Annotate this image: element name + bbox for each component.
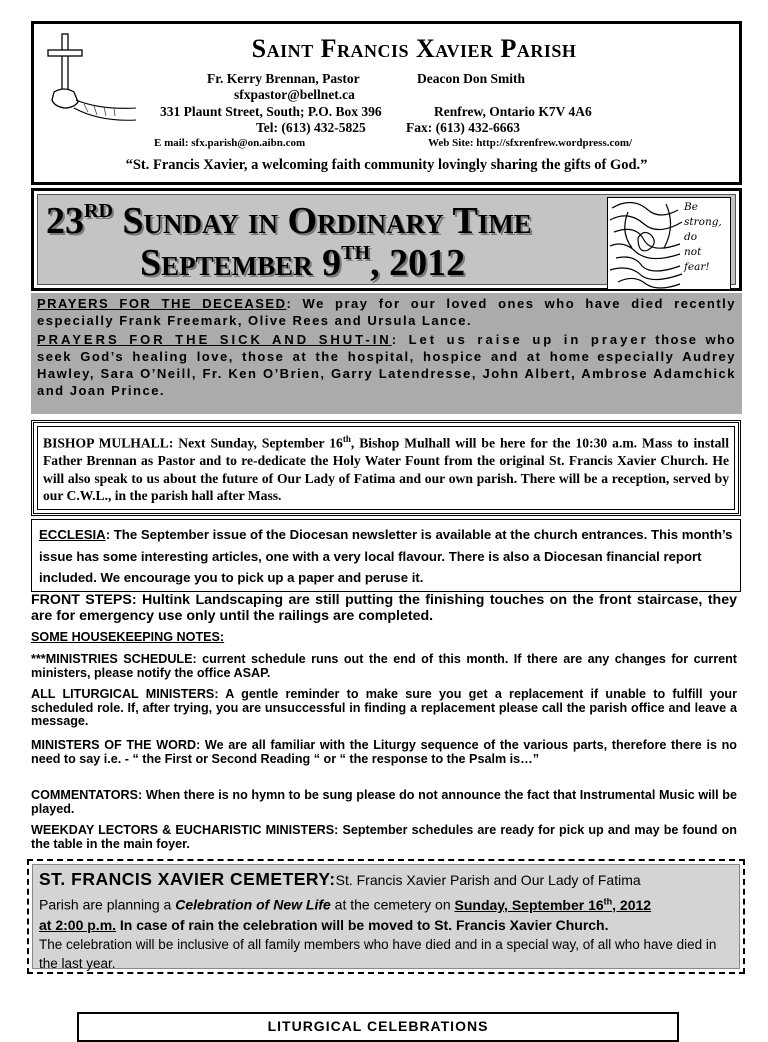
sunday-title: 23RD Sunday in Ordinary Time [46,200,532,242]
housekeeping-heading: SOME HOUSEKEEPING NOTES: [31,630,225,644]
parish-address: 331 Plaunt Street, South; P.O. Box 396 [160,104,382,119]
swirling-figure-drawing-icon [607,197,731,290]
liturgical-ministers-notice: ALL LITURGICAL MINISTERS: A gentle reminder to make sure you get a replacement if unable to fulfill your scheduled role. If, after trying, you are unsuccessful in finding a replacement please call the parish office and leave a message. [31,687,737,728]
cross-and-hand-icon [40,30,140,140]
pastor-email: sfxpastor@bellnet.ca [234,87,355,102]
bishop-notice-text: BISHOP MULHALL: Next Sunday, September 16th, Bishop Mulhall will be here for the 10:30 a.m. Mass to install Father Brennan as Pastor and to re-dedicate the Holy Water Fount from the original St. Francis Xavier Church. He will also speak to us about the future of Our Lady of Fatima and our own parish. There will be a reception, served by our C.W.L., in the parish hall after Mass. [37,426,735,510]
title-banner [31,188,742,291]
prayers-deceased: PRAYERS FOR THE DECEASED: We pray for our loved ones who have died recently especially Frank Freemark, Olive Rees and Ursula Lance. [37,296,737,328]
bishop-notice [31,420,741,516]
prayers-section [31,293,742,414]
bulletin-date: September 9TH, 2012 [140,242,466,284]
parish-city: Renfrew, Ontario K7V 4A6 [434,104,592,119]
art-caption: Be strong, do not fear! [684,201,722,273]
liturgical-celebrations-box [77,1012,679,1042]
parish-phone: Tel: (613) 432-5825 [256,120,366,135]
parish-fax: Fax: (613) 432-6663 [406,120,520,135]
cemetery-notice [27,859,745,974]
deacon-name: Deacon Don Smith [417,71,526,86]
parish-website: Web Site: http://sfxrenfrew.wordpress.com/ [428,137,633,149]
liturgical-celebrations-title: LITURGICAL CELEBRATIONS [267,1018,489,1034]
ministers-of-word-notice: MINISTERS OF THE WORD: We are all familiar with the Liturgy sequence of the various parts, therefore there is no need to say i.e. - “ the First or Second Reading “ or “ the response to the Psalm is…” [31,738,737,766]
prayers-sick: PRAYERS FOR THE SICK AND SHUT-IN: Let us raise up in prayer those who seek God’s healing love, those at the hospital, hospice and at home especially Audrey Hawley, Sara O’Neill, Fr. Ken O’Brien, Garry Latendresse, John Albert, Ambrose Adamchick and Joan Prince. [37,332,737,398]
commentators-notice: COMMENTATORS: When there is no hymn to be sung please do not announce the fact that Instrumental Music will be played. [31,788,737,816]
parish-name: Saint Francis Xavier Parish [251,34,577,63]
parish-motto: “St. Francis Xavier, a welcoming faith community lovingly sharing the gifts of God.” [125,157,648,173]
pastor-name: Fr. Kerry Brennan, Pastor [207,71,360,86]
ministries-schedule-notice: ***MINISTRIES SCHEDULE: current schedule runs out the end of this month. If there are any changes for current ministers, please notify the office ASAP. [31,652,737,680]
parish-email: E mail: sfx.parish@on.aibn.com [154,137,306,149]
parish-header [31,21,742,185]
cemetery-notice-text: ST. FRANCIS XAVIER CEMETERY:St. Francis Xavier Parish and Our Lady of Fatima Parish are planning a Celebration of New Life at the cemetery on Sunday, September 16th, 2012 at 2:00 p.m. In case of rain the celebration will be moved to St. Francis Xavier Church. The celebration will be inclusive of all family members who have died and in a special way, of all who have died in the last year. [32,864,740,969]
ecclesia-notice: ECCLESIA: The September issue of the Diocesan newsletter is available at the church entrances. This month’s issue has some interesting articles, one with a very local flavour. There is also a Diocesan financial report included. We encourage you to pick up a paper and peruse it. [31,519,741,592]
front-steps-notice: FRONT STEPS: Hultink Landscaping are still putting the finishing touches on the front staircase, they are for emergency use only until the railings are completed. [31,592,737,624]
weekday-ministers-notice: WEEKDAY LECTORS & EUCHARISTIC MINISTERS: September schedules are ready for pick up and may be found on the table in the main foyer. [31,823,737,851]
